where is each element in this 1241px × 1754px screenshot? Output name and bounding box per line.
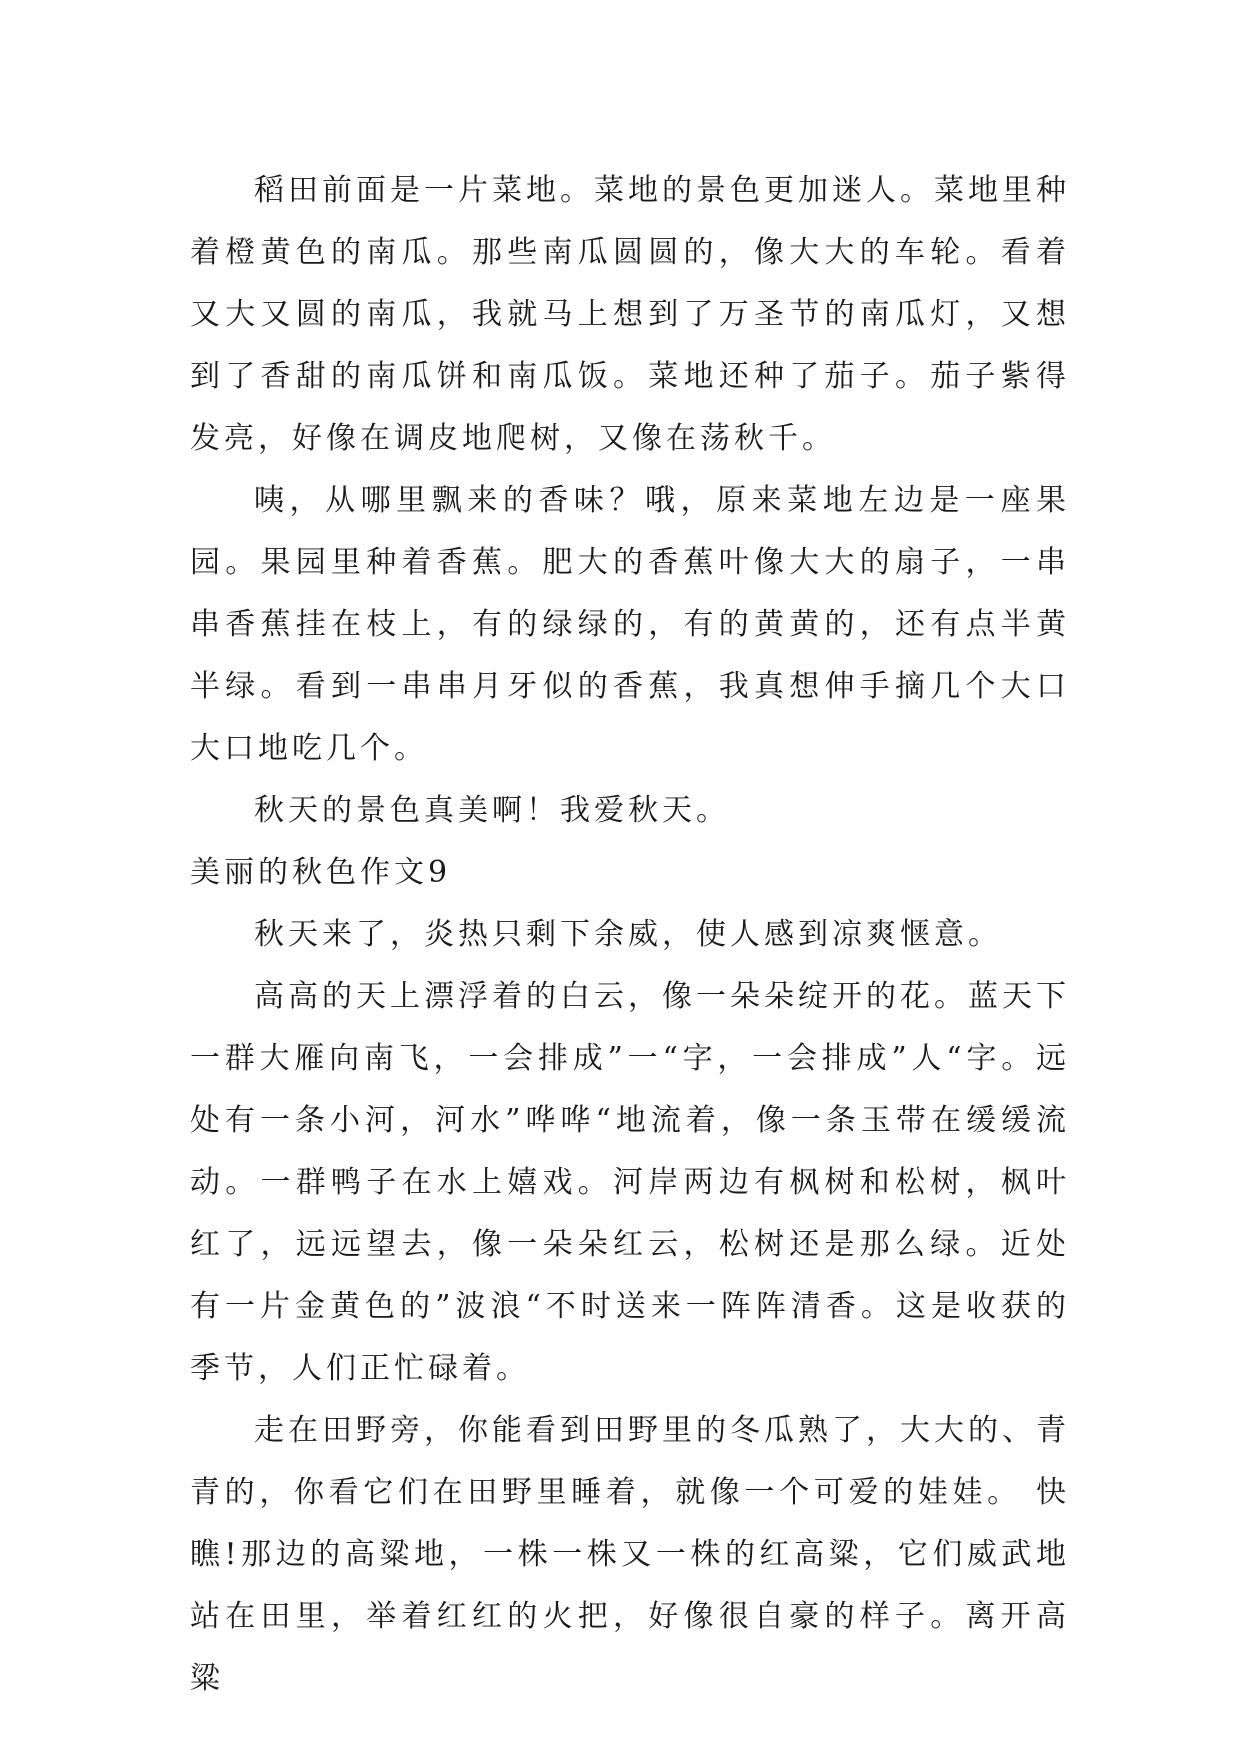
paragraph-sky-river: 高高的天上漂浮着的白云，像一朵朵绽开的花。蓝天下一群大雁向南飞，一会排成”一“字，一会排成”人“字。远处有一条小河，河水”哗哗“地流着，像一条玉带在缓缓流动。一群鸭子在水上嬉戏。河岸两边有枫树和松树，枫叶红了，远远望去，像一朵朵红云，松树还是那么绿。近处有一片金黄色的”波浪“不时送来一阵阵清香。这是收获的季节，人们正忙碌着。: [190, 979, 1070, 1386]
paragraph-vegetable-field: 稻田前面是一片菜地。菜地的景色更加迷人。菜地里种着橙黄色的南瓜。那些南瓜圆圆的，像大大的车轮。看着又大又圆的南瓜，我就马上想到了万圣节的南瓜灯，又想到了香甜的南瓜饼和南瓜饭。菜地还种了茄子。茄子紫得发亮，好像在调皮地爬树，又像在荡秋千。: [190, 173, 1070, 456]
document-body: [190, 160, 1070, 1710]
paragraph-autumn-arrives: 秋天来了，炎热只剩下余威，使人感到凉爽惬意。: [254, 917, 1002, 952]
paragraph-conclusion: 秋天的景色真美啊！我爱秋天。: [254, 793, 730, 828]
section-title: 美丽的秋色作文9: [190, 855, 452, 890]
paragraph-fields: 走在田野旁，你能看到田野里的冬瓜熟了，大大的、青青的，你看它们在田野里睡着，就像一个可爱的娃娃。 快瞧!那边的高粱地，一株一株又一株的红高粱，它们威武地站在田里，举着红红的火把，好像很自豪的样子。离开高粱: [190, 1413, 1070, 1696]
paragraph-orchard: 咦，从哪里飘来的香味？哦，原来菜地左边是一座果园。果园里种着香蕉。肥大的香蕉叶像大大的扇子，一串串香蕉挂在枝上，有的绿绿的，有的黄黄的，还有点半黄半绿。看到一串串月牙似的香蕉，我真想伸手摘几个大口大口地吃几个。: [190, 483, 1070, 766]
